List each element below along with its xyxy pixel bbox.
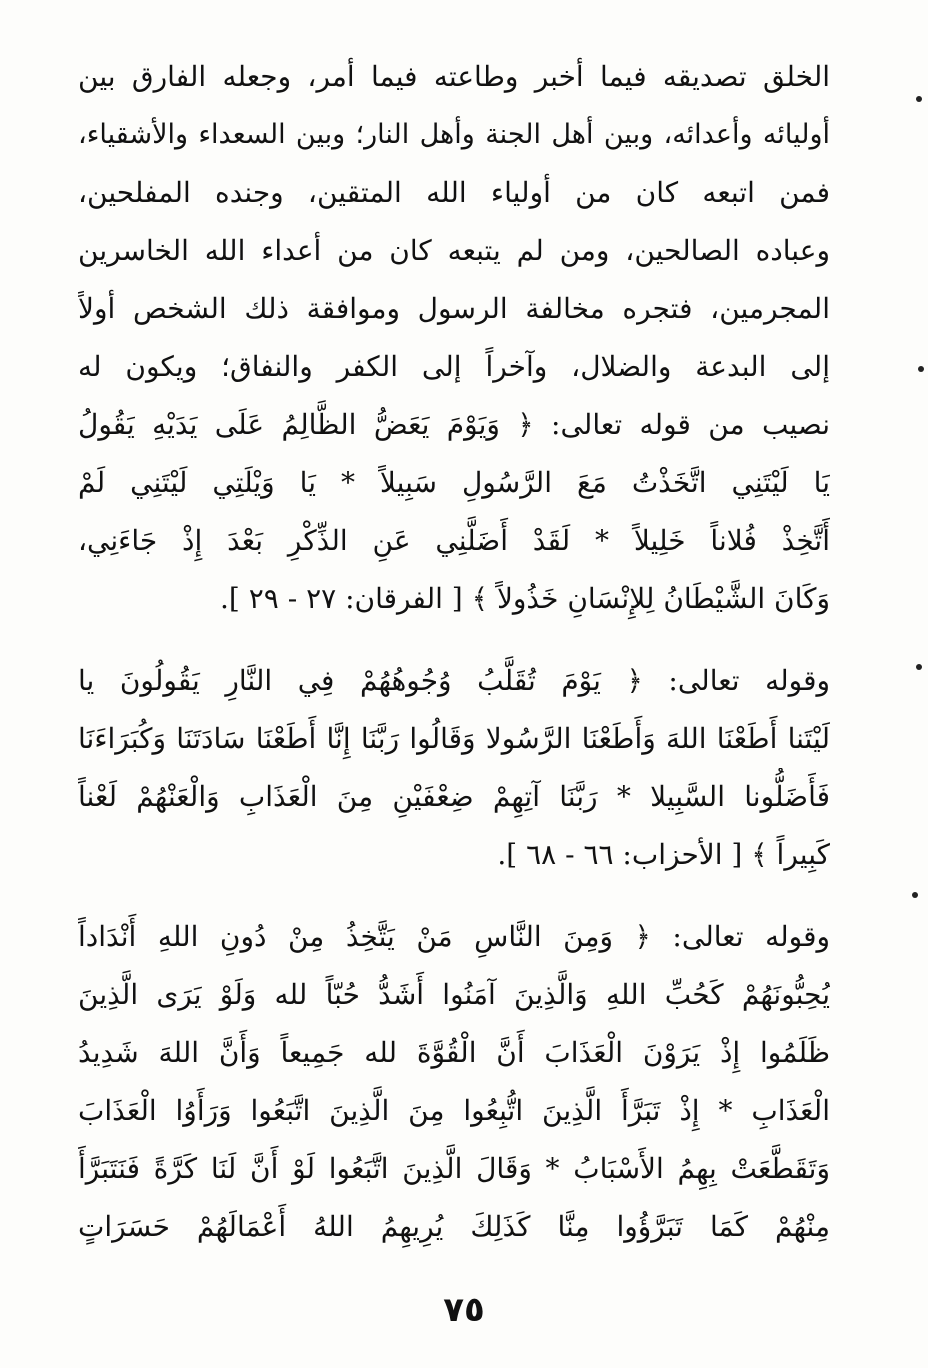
text-line: أوليائه وأعدائه، وبين أهل الجنة وأهل النار؛ وبين السعداء والأشقياء، (78, 119, 830, 150)
text-line: لَيْتَنا أَطَعْنَا اللهَ وَأَطَعْنَا الرَّسُولا وَقَالُوا رَبَّنَا إِنَّا أَطَعْنَا سَادَتَنَا وَكُبَرَاءَنَا (78, 722, 830, 755)
text-line: يُحِبُّونَهُمْ كَحُبِّ اللهِ وَالَّذِينَ آمَنُوا أَشَدُّ حُبّاً لله وَلَوْ يَرَى الَّذِينَ (78, 978, 830, 1011)
paragraph-ahzab (78, 652, 830, 884)
scan-speck (916, 96, 922, 102)
paragraph-baqarah (78, 908, 830, 1256)
text-line: نصيب من قوله تعالى: ﴿ وَيَوْمَ يَعَضُّ الظَّالِمُ عَلَى يَدَيْهِ يَقُولُ (78, 408, 830, 441)
scan-speck (916, 664, 922, 670)
text-line: وقوله تعالى: ﴿ يَوْمَ تُقَلَّبُ وُجُوهُهُمْ فِي النَّارِ يَقُولُونَ يا (78, 664, 830, 697)
scan-speck (912, 892, 918, 898)
text-line: فَأَضَلُّونا السَّبِيلا * رَبَّنَا آتِهِمْ ضِعْفَيْنِ مِنَ الْعَذَابِ وَالْعَنْهُمْ لَعْناً (78, 780, 830, 813)
text-line: وَكَانَ الشَّيْطَانُ لِلإِنْسَانِ خَذُولاً ﴾ [ الفرقان: ٢٧ - ٢٩ ]. (220, 582, 830, 615)
text-line: وَتَقَطَّعَتْ بِهِمُ الأَسْبَابُ * وَقَالَ الَّذِينَ اتَّبَعُوا لَوْ أَنَّ لَنَا كَرَّةً فَنَتَبَرَّأَ (78, 1152, 830, 1185)
text-line: إلى البدعة والضلال، وآخراً إلى الكفر والنفاق؛ ويكون له (78, 350, 830, 383)
text-line: الْعَذَابِ * إِذْ تَبَرَّأَ الَّذِينَ اتُّبِعُوا مِنَ الَّذِينَ اتَّبَعُوا وَرَأَوُا الْعَذَابَ (78, 1094, 830, 1127)
page-number: ٧٥ (443, 1290, 485, 1330)
text-line: يَا لَيْتَنِي اتَّخَذْتُ مَعَ الرَّسُولِ سَبِيلاً * يَا وَيْلَتِي لَيْتَنِي لَمْ (78, 466, 830, 499)
text-line: أَتَّخِذْ فُلاناً خَلِيلاً * لَقَدْ أَضَلَّنِي عَنِ الذِّكْرِ بَعْدَ إِذْ جَاءَنِي، (78, 524, 830, 557)
text-line: مِنْهُمْ كَمَا تَبَرَّؤُوا مِنَّا كَذَلِكَ يُرِيهِمُ اللهُ أَعْمَالَهُمْ حَسَرَاتٍ (78, 1210, 830, 1243)
scan-speck (918, 366, 924, 372)
text-line: فمن اتبعه كان من أولياء الله المتقين، وجنده المفلحين، (78, 176, 830, 209)
text-line: وقوله تعالى: ﴿ وَمِنَ النَّاسِ مَنْ يَتَّخِذُ مِنْ دُونِ اللهِ أَنْدَاداً (78, 920, 830, 953)
text-line: المجرمين، فتجره مخالفة الرسول وموافقة ذلك الشخص أولاً (78, 292, 830, 325)
text-line: وعباده الصالحين، ومن لم يتبعه كان من أعداء الله الخاسرين (78, 234, 830, 267)
text-line: كَبِيراً ﴾ [ الأحزاب: ٦٦ - ٦٨ ]. (497, 838, 830, 871)
text-line: الخلق تصديقه فيما أخبر وطاعته فيما أمر، وجعله الفارق بين (78, 60, 830, 93)
text-line: ظَلَمُوا إِذْ يَرَوْنَ الْعَذَابَ أَنَّ الْقُوَّةَ لله جَمِيعاً وَأَنَّ اللهَ شَدِيدُ (78, 1036, 830, 1069)
paragraph-intro (78, 48, 830, 628)
